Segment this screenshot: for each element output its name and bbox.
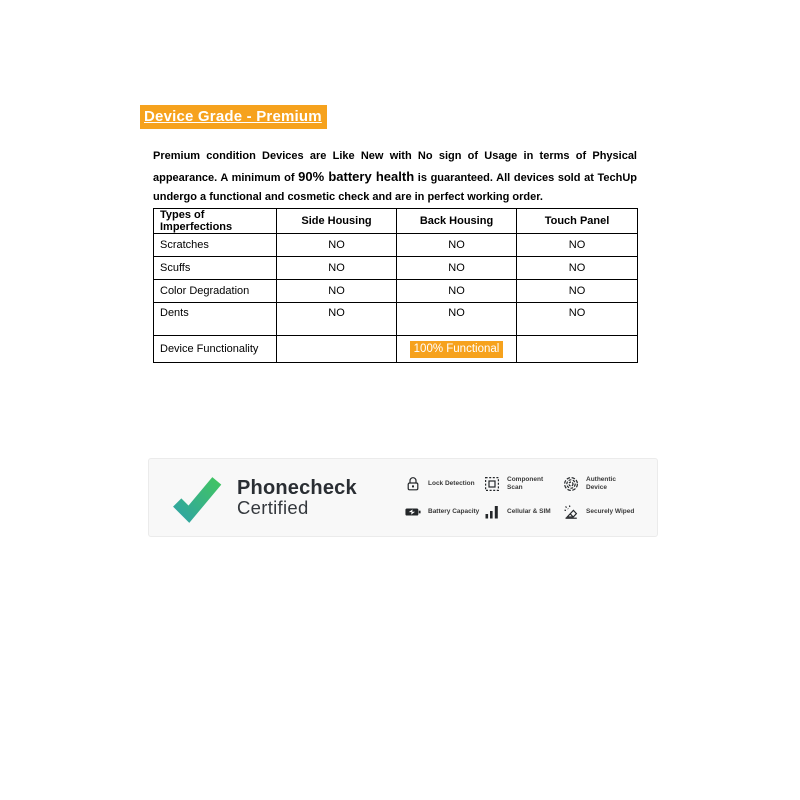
eraser-icon [563,504,579,520]
feature-label: Cellular & SIM [507,507,551,515]
table-row [154,336,638,363]
column-header: Touch Panel [517,209,638,234]
feature-label: Authentic Device [586,476,616,491]
feature-authentic-device [563,476,642,492]
cell-value [397,336,517,363]
column-header: Back Housing [397,209,517,234]
cell-value [277,336,397,363]
column-header: Types of Imperfections [154,209,277,234]
signal-bars-icon [484,504,500,520]
feature-component-scan [484,476,563,492]
table-row [154,280,638,303]
functional-status-badge: 100% Functional [410,341,504,358]
feature-lock-detection [405,476,484,492]
cell-value [517,336,638,363]
phonecheck-logo [170,459,357,536]
phonecheck-certified-banner [148,458,658,537]
feature-label: Battery Capacity [428,507,480,515]
cell-value: NO [277,280,397,303]
cell-value: NO [517,303,638,336]
description-text-2: is guaranteed. All devices sold at TechUp undergo a functional and cosmetic check and are in perfect working order. [153,171,638,203]
checkmark-icon [170,471,224,525]
cell-value: NO [517,234,638,257]
cell-value: NO [517,257,638,280]
cell-value: NO [517,280,638,303]
imperfections-table [153,208,638,363]
cell-imperfection-type: Scuffs [154,257,277,280]
feature-label: Securely Wiped [586,507,635,515]
description-emphasis: 90% battery health [298,168,415,184]
page-title: Device Grade - Premium [140,105,327,129]
table-header-row [154,209,638,234]
cell-imperfection-type: Scratches [154,234,277,257]
feature-label: Component Scan [507,476,544,491]
cell-value: NO [277,303,397,336]
cell-value: NO [397,280,517,303]
brand-name: Phonecheck [237,476,357,499]
column-header: Side Housing [277,209,397,234]
phonecheck-logo-text [237,478,357,518]
cell-value: NO [397,257,517,280]
component-scan-icon [484,476,500,492]
feature-securely-wiped [563,504,642,520]
feature-battery-capacity [405,504,484,520]
feature-label: Lock Detection [428,479,475,487]
cell-value: NO [397,234,517,257]
description-paragraph [153,147,637,208]
cell-imperfection-type: Dents [154,303,277,336]
description-text-1: Premium condition Devices are Like New with No sign of Usage in terms of Physical appearance. A minimum of [153,150,637,184]
certification-features [405,459,642,536]
table-row [154,257,638,280]
battery-icon [405,504,421,520]
feature-cellular-sim [484,504,563,520]
table-row [154,303,638,336]
lock-icon [405,476,421,492]
cell-value: NO [397,303,517,336]
brand-tagline: Certified [237,496,309,518]
cell-value: NO [277,234,397,257]
table-row [154,234,638,257]
cell-imperfection-type: Device Functionality [154,336,277,363]
cell-value: NO [277,257,397,280]
cell-imperfection-type: Color Degradation [154,280,277,303]
fingerprint-icon [563,476,579,492]
